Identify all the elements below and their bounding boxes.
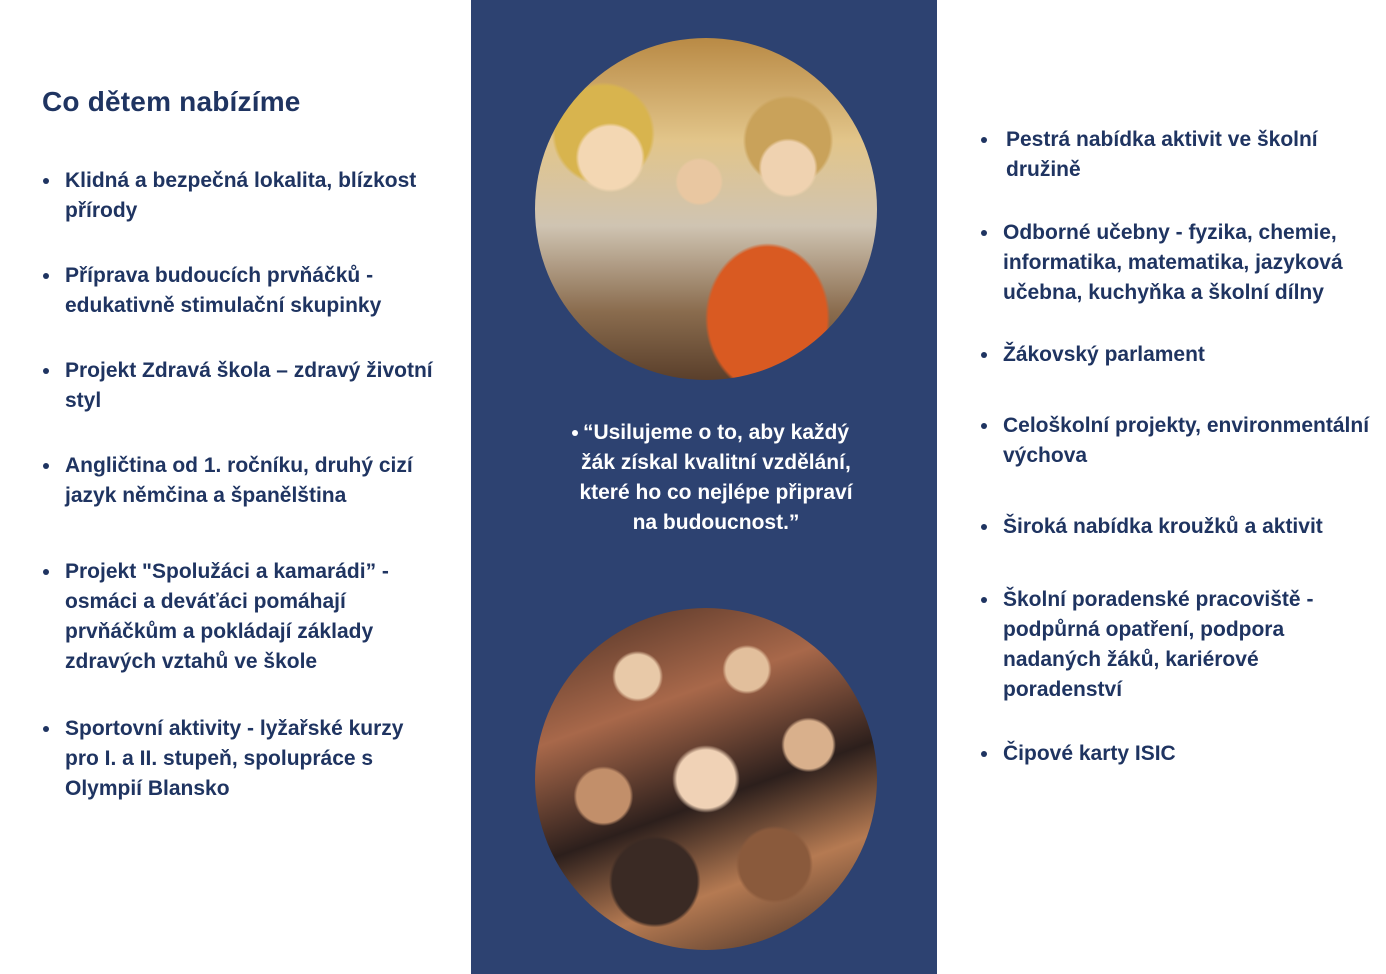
list-item: Čipové karty ISIC	[980, 739, 1380, 769]
list-item: Projekt "Spolužáci a kamarádi” - osmáci a deváťáci pomáhají prvňáčkům a pokládají základy zdravých vztahů ve škole	[42, 557, 442, 677]
middle-panel	[471, 0, 937, 974]
list-item: Příprava budoucích prvňáčků - edukativně stimulační skupinky	[42, 261, 442, 321]
list-item: Široká nabídka kroužků a aktivit	[980, 512, 1380, 542]
quote-text: “Usilujeme o to, aby každý žák získal kvalitní vzdělání, které ho co nejlépe připraví na budoucnost.”	[566, 418, 866, 538]
list-item: Žákovský parlament	[980, 340, 1380, 370]
list-item: Projekt Zdravá škola – zdravý životní styl	[42, 356, 442, 416]
right-column	[980, 125, 1380, 769]
list-item: Pestrá nabídka aktivit ve školní družině	[980, 125, 1380, 185]
list-item: Klidná a bezpečná lokalita, blízkost přírody	[42, 166, 442, 226]
left-column	[42, 86, 442, 804]
page-heading: Co dětem nabízíme	[42, 86, 301, 117]
left-offer-list	[42, 166, 442, 804]
list-item: Celoškolní projekty, environmentální výchova	[980, 411, 1380, 471]
list-item: Školní poradenské pracoviště - podpůrná opatření, podpora nadaných žáků, kariérové poradenství	[980, 585, 1380, 705]
right-offer-list	[980, 125, 1380, 769]
list-item: Sportovní aktivity - lyžařské kurzy pro I. a II. stupeň, spolupráce s Olympií Blansko	[42, 714, 442, 804]
photo-students-group	[535, 608, 877, 950]
quote-block	[566, 418, 866, 538]
list-item: Angličtina od 1. ročníku, druhý cizí jazyk němčina a španělština	[42, 451, 442, 511]
photo-children-easter-eggs	[535, 38, 877, 380]
list-item: Odborné učebny - fyzika, chemie, informatika, matematika, jazyková učebna, kuchyňka a školní dílny	[980, 218, 1380, 308]
